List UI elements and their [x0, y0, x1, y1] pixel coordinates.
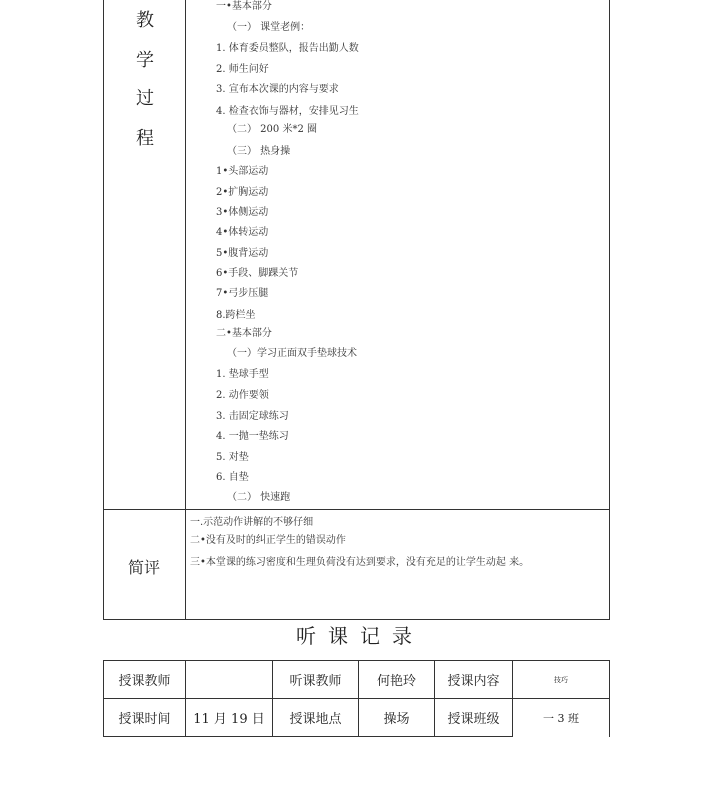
- process-step: （一） 课堂老例：: [227, 22, 311, 33]
- process-step: 1. 体育委员整队，报告出勤人数: [216, 43, 359, 54]
- review-item: 三•本堂课的练习密度和生理负荷没有达到要求，没有充足的让学生动起 来。: [190, 557, 530, 568]
- process-step: 3•体侧运动: [216, 207, 269, 218]
- process-step: 6. 自垫: [216, 472, 249, 483]
- process-step: 7•弓步压腿: [216, 288, 269, 299]
- process-step: 1. 垫球手型: [216, 369, 269, 380]
- class-value: 一 3 班: [543, 711, 579, 725]
- process-step: （一）学习正面双手垫球技术: [227, 348, 357, 359]
- process-step: 3. 击固定球练习: [216, 411, 289, 422]
- process-step: 2. 师生问好: [216, 64, 269, 75]
- process-step: 2. 动作要领: [216, 390, 269, 401]
- table-border-right: [609, 0, 610, 620]
- process-step: 5•腹背运动: [216, 248, 269, 259]
- observer-value: 何艳玲: [376, 674, 416, 689]
- process-step: 5. 对垫: [216, 452, 249, 463]
- time-label: 授课时间: [118, 712, 171, 727]
- process-step: 3. 宣布本次课的内容与要求: [216, 84, 339, 95]
- content-value: 技巧: [554, 675, 568, 684]
- process-label-char: 程: [136, 128, 154, 149]
- process-step: （三） 热身操: [227, 146, 291, 157]
- process-label-char: 学: [136, 50, 154, 71]
- process-step: 2•扩胸运动: [216, 187, 269, 198]
- process-label-char: 教: [136, 10, 154, 31]
- process-step: 1•头部运动: [216, 166, 269, 177]
- time-value: 11 月 19 日: [193, 712, 265, 727]
- place-value: 操场: [383, 712, 410, 727]
- process-step: 4. 一抛一垫练习: [216, 431, 289, 442]
- table-divider-horizontal: [103, 509, 610, 510]
- place-label: 授课地点: [289, 712, 342, 727]
- process-step: 一•基本部分: [216, 1, 272, 12]
- process-step: 二•基本部分: [216, 328, 272, 339]
- teacher-label: 授课教师: [118, 674, 171, 689]
- process-step: 4. 检查衣饰与器材，安排见习生: [216, 106, 359, 117]
- observer-label: 听课教师: [289, 674, 342, 689]
- process-step: 6•手段、脚踝关节: [216, 268, 299, 279]
- class-label: 授课班级: [447, 712, 500, 727]
- review-label: 简评: [127, 558, 160, 577]
- teacher-value: [186, 661, 272, 698]
- content-label: 授课内容: [447, 674, 500, 689]
- review-item: 一.示范动作讲解的不够仔细: [190, 517, 314, 528]
- review-item: 二•没有及时的纠正学生的错误动作: [190, 535, 346, 546]
- record-col-line: [609, 660, 610, 737]
- process-step: （二） 快速跑: [227, 492, 291, 503]
- record-border-bottom: [103, 736, 513, 737]
- process-label-char: 过: [136, 88, 154, 109]
- process-step: 8.跨栏坐: [216, 310, 256, 321]
- process-step: （二） 200 米*2 圈: [227, 124, 317, 135]
- process-step: 4•体转运动: [216, 227, 269, 238]
- record-title: 听课记录: [296, 624, 424, 648]
